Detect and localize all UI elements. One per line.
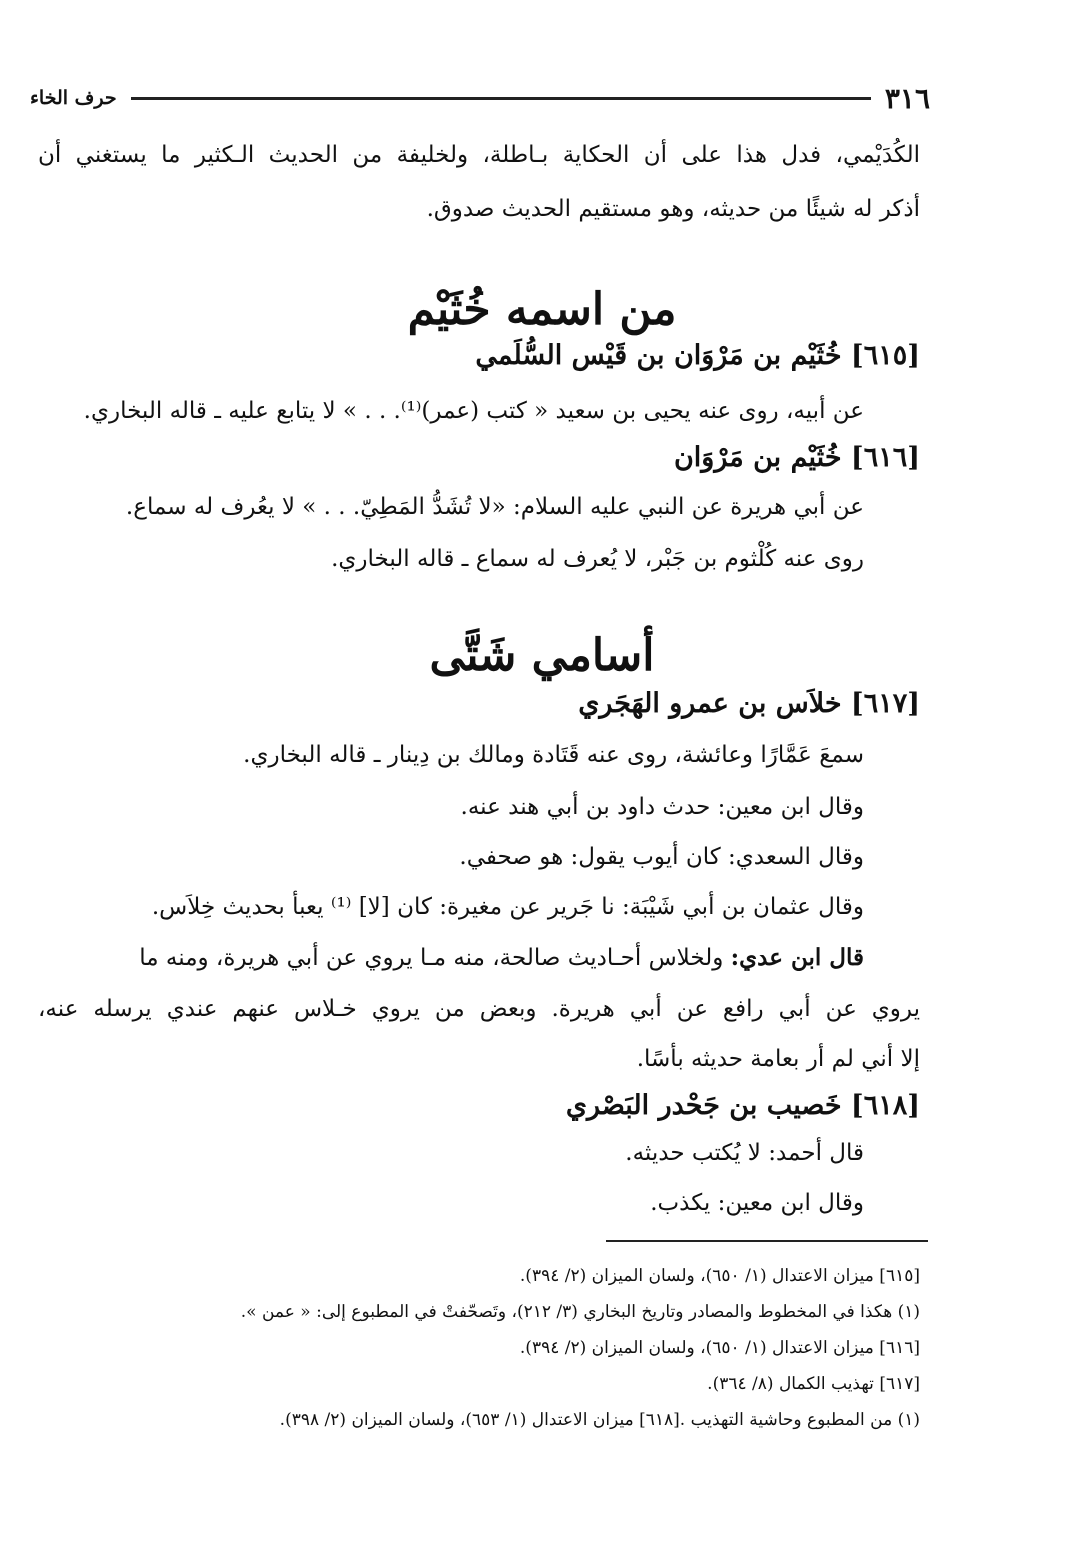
entry-line: روى عنه كُلْثوم بن جَبْر، لا يُعرف له سماع ـ قاله البخاري. — [331, 546, 864, 572]
footnotes-separator — [606, 1240, 928, 1242]
entry-line: وقال ابن معين: يكذب. — [650, 1190, 864, 1216]
footnote: [٦١٦] ميزان الاعتدال (١/ ٦٥٠)، ولسان الميزان (٢/ ٣٩٤). — [519, 1338, 920, 1358]
section-heading: من اسمه خُثَيْم — [407, 284, 677, 335]
section-heading: أسامي شَتَّى — [429, 630, 655, 681]
entry-line: وقال السعدي: كان أيوب يقول: هو صحفي. — [459, 844, 864, 870]
entry-line: عن أبيه، روى عنه يحيى بن سعيد « كتب (عمر)⁽¹⁾. . . » لا يتابع عليه ـ قاله البخاري. — [83, 398, 864, 424]
entry-heading: [٦١٥] خُثَيْم بن مَرْوَان بن قَيْس السُّلَمي — [475, 340, 920, 371]
entry-line: وقال عثمان بن أبي شَيْبَة: نا جَرير عن مغيرة: كان [لا] ⁽¹⁾ يعبأ بحديث خِلاَس. — [151, 894, 864, 920]
entry-line: سمعَ عَمَّارًا وعائشة، روى عنه قَتَادة ومالك بن دِينار ـ قاله البخاري. — [243, 742, 864, 768]
footnote: [٦١٧] تهذيب الكمال (٨/ ٣٦٤). — [707, 1374, 920, 1394]
entry-heading: [٦١٦] خُثَيْم بن مَرْوَان — [673, 442, 920, 473]
running-title: حرف الخاء — [30, 87, 117, 109]
paragraph-line: أذكر له شيئًا من حديثه، وهو مستقيم الحديث صدوق. — [426, 196, 920, 222]
footnote: (١) هكذا في المخطوط والمصادر وتاريخ البخاري (٣/ ٢١٢)، وتَصحّفتْ في المطبوع إلى: « عمن ». — [240, 1302, 920, 1322]
entry-heading: [٦١٨] خَصيب بن جَحْدر البَصْري — [565, 1090, 920, 1121]
footnote: [٦١٥] ميزان الاعتدال (١/ ٦٥٠)، ولسان الميزان (٢/ ٣٩٤). — [519, 1266, 920, 1286]
footnote: (١) من المطبوع وحاشية التهذيب .[٦١٨] ميزان الاعتدال (١/ ٦٥٣)، ولسان الميزان (٢/ ٣٩٨). — [279, 1410, 920, 1430]
entry-line: قال أحمد: لا يُكتب حديثه. — [625, 1140, 864, 1166]
ibn-adi-label: قال ابن عدي: — [730, 944, 864, 971]
page-number: ٣١٦ — [884, 81, 930, 115]
paragraph-line: يروي عن أبي رافع عن أبي هريرة. وبعض من يروي خـلاس عنهم عندي يرسله عنه، — [38, 996, 920, 1022]
entry-line-ibn-adi — [38, 944, 864, 971]
entry-line: وقال ابن معين: حدث داود بن أبي هند عنه. — [460, 794, 864, 820]
entry-line: عن أبي هريرة عن النبي عليه السلام: «لا تُشَدُّ المَطِيّ. . . » لا يعُرف له سماع. — [125, 494, 864, 520]
ibn-adi-text: ولخلاس أحـاديث صالحة، منه مـا يروي عن أبي هريرة، ومنه ما — [139, 945, 724, 971]
header-rule — [131, 97, 871, 100]
paragraph-line: إلا أني لم أر بعامة حديثه بأسًا. — [636, 1046, 920, 1072]
entry-heading: [٦١٧] خلاَس بن عمرو الهَجَري — [578, 688, 920, 719]
paragraph-line: الكُدَيْمي، فدل هذا على أن الحكاية بـاطلة، ولخليفة من الحديث الـكثير ما يستغني أن — [38, 142, 920, 168]
page-header — [30, 78, 930, 118]
